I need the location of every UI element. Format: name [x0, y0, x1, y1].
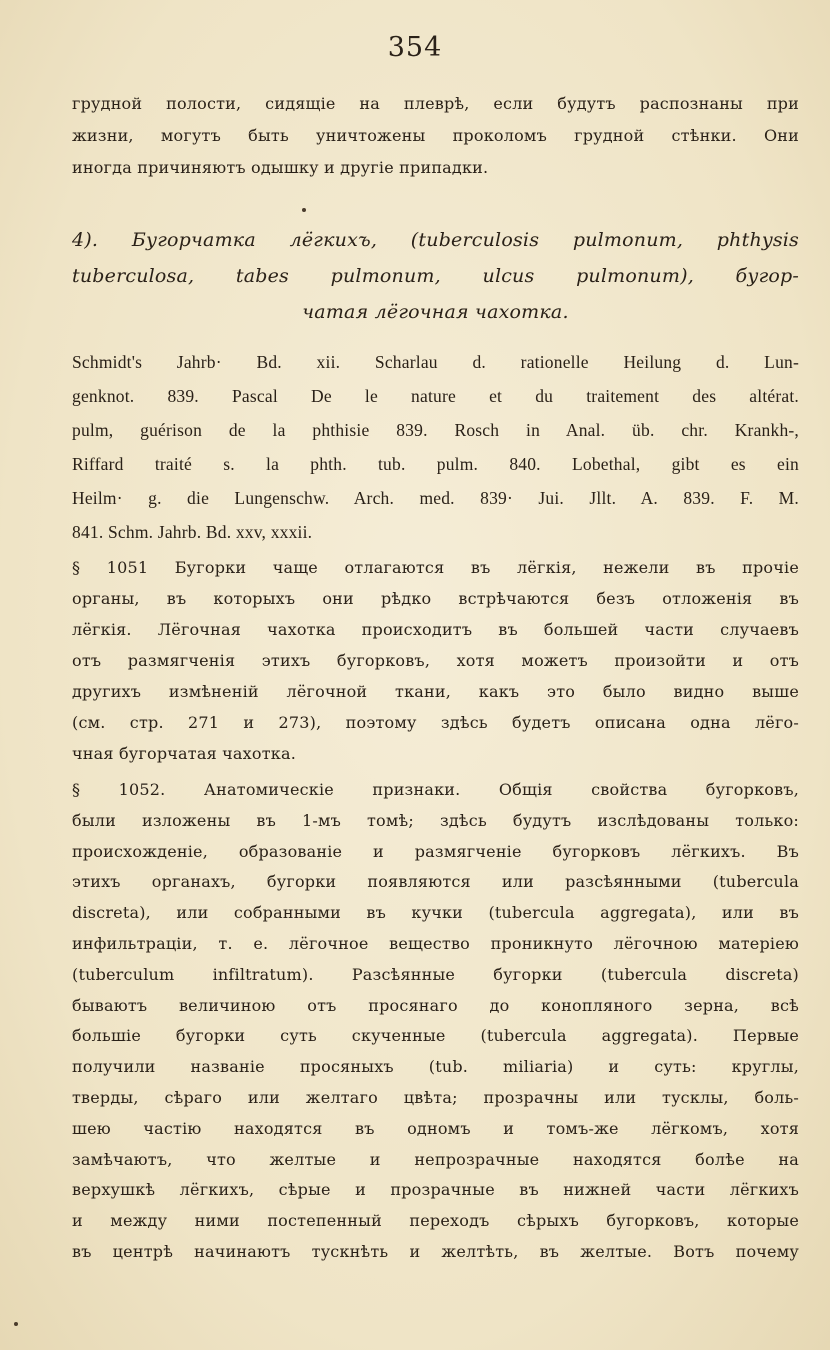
heading-line: tuberculosa, tabes pulmonum, ulcus pulmonum), бугор-	[72, 265, 799, 287]
text-line: были изложены въ 1-мъ томѣ; здѣсь будутъ изслѣдованы только:	[72, 810, 799, 830]
text-line: и между ними постепенный переходъ сѣрыхъ бугорковъ, которые	[72, 1211, 799, 1231]
text-line: отъ размягченія этихъ бугорковъ, хотя можетъ произойти и отъ	[72, 651, 799, 670]
text-line: грудной полости, сидящіе на плеврѣ, если будутъ распознаны при	[72, 94, 799, 113]
reference-line: 841. Schm. Jahrb. Bd. xxv, xxxii.	[72, 522, 313, 542]
text-line: другихъ измѣненій лёгочной ткани, какъ это было видно выше	[72, 682, 799, 701]
text-line: получили названіе просяныхъ (tub. miliaria) и суть: круглы,	[72, 1057, 799, 1077]
reference-line: Schmidt's Jahrb· Bd. xii. Scharlau d. rationelle Heilung d. Lun-	[72, 352, 799, 372]
reference-line: pulm, guérison de la phthisie 839. Rosch in Anal. üb. chr. Krankh-,	[72, 420, 799, 440]
text-line: въ центрѣ начинаютъ тускнѣть и желтѣть, въ желтые. Вотъ почему	[72, 1241, 799, 1261]
text-line: § 1051 Бугорки чаще отлагаются въ лёгкія, нежели въ прочіе	[72, 558, 799, 577]
text-line: этихъ органахъ, бугорки появляются или разсѣянными (tubercula	[72, 872, 799, 892]
paragraph-1052	[72, 775, 799, 1268]
text-line: верхушкѣ лёгкихъ, сѣрые и прозрачные въ нижней части лёгкихъ	[72, 1180, 799, 1200]
text-line: иногда причиняютъ одышку и другіе припадки.	[72, 158, 489, 177]
text-line: бываютъ величиною отъ просянаго до конопляного зерна, всѣ	[72, 995, 799, 1015]
text-line: (tuberculum infiltratum). Разсѣянные бугорки (tubercula discreta)	[72, 964, 799, 984]
heading-line: чатая лёгочная чахотка.	[302, 301, 569, 323]
paragraph-1051	[72, 552, 799, 769]
text-line: шею частію находятся въ одномъ и томъ-же лёгкомъ, хотя	[72, 1118, 799, 1138]
reference-line: genknot. 839. Pascal De le nature et du traitement des altérat.	[72, 386, 799, 406]
reference-line: Heilm· g. die Lungenschw. Arch. med. 839· Jui. Jllt. A. 839. F. M.	[72, 488, 799, 508]
text-line: инфильтраціи, т. е. лёгочное вещество проникнуто лёгочною матеріею	[72, 933, 799, 953]
ink-speck	[302, 208, 306, 212]
text-line: жизни, могутъ быть уничтожены проколомъ грудной стѣнки. Они	[72, 126, 799, 145]
text-line: органы, въ которыхъ они рѣдко встрѣчаются безъ отложенія въ	[72, 589, 799, 608]
section-heading	[72, 222, 799, 330]
heading-line: 4). Бугорчатка лёгкихъ, (tuberculosis pulmonum, phthysis	[72, 229, 799, 251]
text-line: чная бугорчатая чахотка.	[72, 744, 297, 763]
text-line: § 1052. Анатомическіе признаки. Общія свойства бугорковъ,	[72, 780, 799, 799]
text-line: (см. стр. 271 и 273), поэтому здѣсь будетъ описана одна лёго-	[72, 713, 799, 732]
text-line: большіе бугорки суть скученные (tubercula aggregata). Первые	[72, 1026, 799, 1046]
text-line: discreta), или собранными въ кучки (tubercula aggregata), или въ	[72, 903, 799, 923]
text-line: замѣчаютъ, что желтые и непрозрачные находятся болѣе на	[72, 1149, 799, 1169]
text-line: лёгкія. Лёгочная чахотка происходитъ въ большей части случаевъ	[72, 620, 799, 639]
bibliography-references	[72, 345, 799, 549]
text-line: тверды, сѣраго или желтаго цвѣта; прозрачны или тусклы, боль-	[72, 1087, 799, 1107]
text-line: происхожденіе, образованіе и размягченіе бугорковъ лёгкихъ. Въ	[72, 841, 799, 861]
paragraph-continuation	[72, 88, 799, 184]
ink-speck	[14, 1322, 18, 1326]
page-number: 354	[387, 32, 443, 63]
reference-line: Riffard traité s. la phth. tub. pulm. 840. Lobethal, gibt es ein	[72, 454, 799, 474]
